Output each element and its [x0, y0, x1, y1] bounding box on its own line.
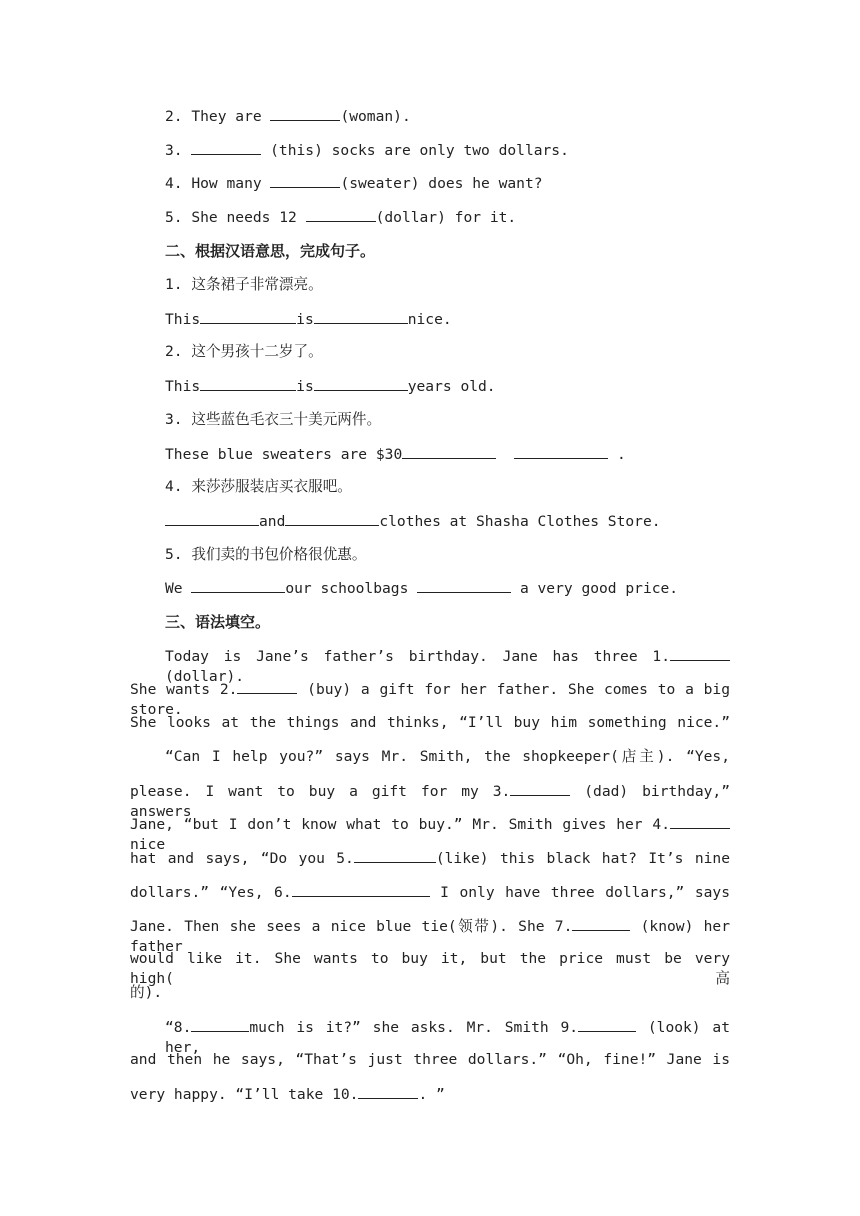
item-5-text: 5. She needs 12	[165, 209, 306, 226]
q4-chinese: 4. 来莎莎服装店买衣服吧。	[165, 478, 352, 495]
q1-part-b: is	[296, 311, 314, 328]
passage-text: dollars.” “Yes, 6.	[130, 884, 292, 901]
passage-text: (buy) a gift for her father. She comes to a big store.	[130, 681, 730, 718]
item-4-text: 4. How many	[165, 175, 271, 192]
item-5-hint: (dollar) for it.	[375, 209, 517, 226]
passage-blank-5[interactable]	[354, 848, 436, 863]
section-2-heading: 二、根据汉语意思，完成句子。	[165, 242, 376, 260]
q3-english	[165, 444, 626, 465]
q1-chinese: 1. 这条裙子非常漂亮。	[165, 276, 323, 293]
passage-text: much is it?” she asks. Mr. Smith 9.	[249, 1019, 579, 1036]
q3-part-c: .	[608, 446, 626, 463]
answer-blank[interactable]	[514, 444, 608, 459]
passage-blank-7[interactable]	[572, 916, 630, 931]
q3-part-a: These blue sweaters are $30	[165, 446, 403, 463]
section-3-heading: 三、语法填空。	[165, 613, 271, 631]
passage-line-10	[130, 949, 730, 989]
passage-text: . ”	[418, 1086, 445, 1103]
passage-text: Jane. Then she sees a nice blue tie(领带). She 7.	[130, 918, 573, 935]
passage-text: and then he says, “That’s just three dollars.” “Oh, fine!” Jane is	[130, 1051, 730, 1068]
passage-text: would like it. She wants to buy it, but the price must be very high(高	[130, 950, 730, 987]
q2-part-a: This	[165, 378, 201, 395]
answer-blank[interactable]	[306, 207, 376, 222]
answer-blank[interactable]	[402, 444, 496, 459]
passage-blank-10[interactable]	[358, 1084, 418, 1099]
item-2	[165, 106, 411, 127]
passage-text: 的).	[130, 984, 163, 1001]
passage-text: (like) this black hat? It’s nine	[435, 850, 730, 867]
q1-part-a: This	[165, 311, 201, 328]
q5-chinese: 5. 我们卖的书包价格很优惠。	[165, 546, 367, 563]
item-5	[165, 207, 516, 228]
passage-text: hat and says, “Do you 5.	[130, 850, 354, 867]
q2-english	[165, 376, 496, 397]
item-4-hint: (sweater) does he want?	[340, 175, 543, 192]
answer-blank[interactable]	[270, 106, 340, 121]
q5-part-a: We	[165, 580, 192, 597]
q4-part-b: and	[259, 513, 286, 530]
answer-blank[interactable]	[314, 376, 408, 391]
answer-blank[interactable]	[200, 376, 296, 391]
q1-english	[165, 309, 452, 330]
passage-line-7	[130, 848, 730, 869]
passage-blank-2[interactable]	[237, 679, 297, 694]
answer-blank[interactable]	[417, 578, 511, 593]
item-3-text: (this) socks are only two dollars.	[261, 142, 569, 159]
passage-blank-3[interactable]	[510, 781, 570, 796]
passage-line-3	[130, 713, 730, 733]
answer-blank[interactable]	[200, 309, 296, 324]
passage-text: please. I want to buy a gift for my 3.	[130, 783, 511, 800]
answer-blank[interactable]	[270, 173, 340, 188]
passage-line-8	[130, 882, 730, 903]
item-2-text: 2. They are	[165, 108, 271, 125]
q5-english	[165, 578, 678, 599]
passage-text: nice	[130, 836, 166, 853]
passage-blank-6[interactable]	[292, 882, 430, 897]
q2-part-b: is	[296, 378, 314, 395]
item-3-number: 3.	[165, 142, 192, 159]
q2-chinese: 2. 这个男孩十二岁了。	[165, 343, 323, 360]
passage-text: (dollar).	[165, 668, 245, 685]
q3-chinese: 3. 这些蓝色毛衣三十美元两件。	[165, 411, 382, 428]
item-2-hint: (woman).	[340, 108, 411, 125]
passage-text: “8.	[165, 1019, 192, 1036]
passage-line-13	[130, 1050, 730, 1070]
q2-part-c: years old.	[407, 378, 496, 395]
passage-text: Jane, “but I don’t know what to buy.” Mr. Smith gives her 4.	[130, 816, 670, 833]
q4-part-c: clothes at Shasha Clothes Store.	[379, 513, 661, 530]
q5-part-b: our schoolbags	[285, 580, 418, 597]
passage-line-11	[130, 983, 162, 1003]
passage-blank-9[interactable]	[578, 1017, 636, 1032]
passage-text: (dad) birthday,” answers	[130, 783, 730, 820]
passage-blank-1[interactable]	[670, 646, 730, 661]
answer-blank[interactable]	[191, 578, 285, 593]
passage-line-4	[130, 747, 730, 767]
item-3	[165, 140, 569, 161]
passage-blank-8[interactable]	[191, 1017, 249, 1032]
q5-part-c: a very good price.	[511, 580, 679, 597]
passage-blank-4[interactable]	[670, 814, 730, 829]
passage-text: Today is Jane’s father’s birthday. Jane has three 1.	[165, 648, 670, 665]
q4-english	[165, 511, 661, 532]
passage-text: She looks at the things and thinks, “I’ll buy him something nice.”	[130, 714, 730, 731]
passage-line-14	[130, 1084, 445, 1105]
answer-blank[interactable]	[285, 511, 379, 526]
answer-blank[interactable]	[191, 140, 261, 155]
passage-text: very happy. “I’ll take 10.	[130, 1086, 359, 1103]
passage-text: (know) her father	[130, 918, 730, 955]
item-4	[165, 173, 543, 194]
answer-blank[interactable]	[165, 511, 259, 526]
passage-text: “Can I help you?” says Mr. Smith, the shopkeeper(店主). “Yes,	[165, 748, 730, 765]
passage-text: (look) at her,	[165, 1019, 730, 1056]
answer-blank[interactable]	[314, 309, 408, 324]
passage-text: I only have three dollars,” says	[429, 884, 730, 901]
q1-part-c: nice.	[407, 311, 452, 328]
passage-text: She wants 2.	[130, 681, 238, 698]
